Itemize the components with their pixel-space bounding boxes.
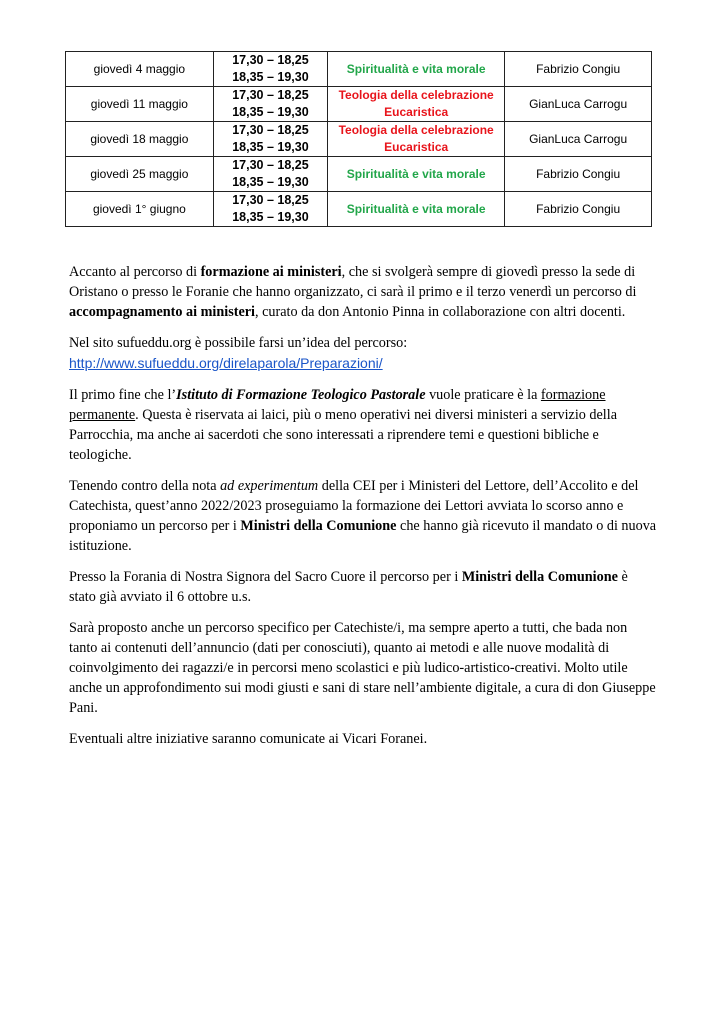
time-slot-2: 18,35 – 19,30 (232, 175, 309, 189)
text-run: , che si svolgerà sempre di giovedì presso la sede di Oristano o presso le Foranie che hanno organizzato, ci sarà il primo e il terzo venerdì un percorso di (69, 264, 637, 300)
subject-cell: Teologia della celebrazione Eucaristica (328, 87, 505, 122)
teacher-cell: GianLuca Carrogu (505, 122, 652, 157)
schedule-table (65, 51, 652, 227)
time-cell (213, 122, 327, 157)
table-row (66, 52, 652, 87)
time-cell (213, 157, 327, 192)
time-slot-1: 17,30 – 18,25 (232, 88, 309, 102)
website-link[interactable]: http://www.sufueddu.org/direlaparola/Preparazioni/ (69, 355, 383, 371)
time-cell (213, 87, 327, 122)
text-run: . Questa è riservata ai laici, più o meno operativi nei diversi ministeri a servizio della Parrocchia, ma anche ai sacerdoti che sono interessati a riprendere temi e questioni bibliche e teologiche. (69, 407, 617, 463)
paragraph-website (69, 333, 657, 374)
bold-text: Ministri della Comunione (461, 569, 618, 585)
paragraph-catechists: Sarà proposto anche un percorso specifico per Catechiste/i, ma sempre aperto a tutti, che bada non tanto ai contenuti dell’annuncio (dati per conosciuti), quanto ai metodi e alle nuove modalità di coinvolgimento dei ragazzi/e in percorsi meno scolastici e più ludico-artistico-creativi. Molto utile anche un approfondimento sui modi giusti e sani di stare nell’ambiente digitale, a cura di don Giuseppe Pani. (69, 620, 656, 716)
time-slot-2: 18,35 – 19,30 (232, 70, 309, 84)
time-slot-1: 17,30 – 18,25 (232, 193, 309, 207)
body-text (69, 262, 657, 760)
table-row (66, 192, 652, 227)
teacher-cell: Fabrizio Congiu (505, 157, 652, 192)
paragraph-cei-note (69, 476, 657, 556)
time-slot-2: 18,35 – 19,30 (232, 105, 309, 119)
time-slot-1: 17,30 – 18,25 (232, 123, 309, 137)
text-run: Il primo fine che l’ (69, 387, 177, 403)
paragraph-closing: Eventuali altre iniziative saranno comunicate ai Vicari Foranei. (69, 731, 428, 747)
date-cell: giovedì 1° giugno (66, 192, 214, 227)
time-cell (213, 52, 327, 87)
time-slot-2: 18,35 – 19,30 (232, 140, 309, 154)
text-run: Accanto al percorso di (69, 264, 201, 280)
underlined-text: formazione permanente (69, 387, 606, 423)
subject-cell: Spiritualità e vita morale (328, 192, 505, 227)
table-row (66, 122, 652, 157)
text-run: , curato da don Antonio Pinna in collaborazione con altri docenti. (255, 304, 626, 320)
bold-text: formazione ai ministeri (200, 264, 342, 280)
paragraph-institute (69, 385, 657, 465)
bold-text: accompagnamento ai ministeri (69, 304, 255, 320)
date-cell: giovedì 18 maggio (66, 122, 214, 157)
table-row (66, 157, 652, 192)
paragraph-ministries (69, 262, 657, 322)
italic-text: ad experimentum (220, 478, 319, 494)
institute-name: Istituto di Formazione Teologico Pastorale (176, 387, 426, 403)
text-run: della CEI per i Ministeri del Lettore, dell’Accolito e del Catechista, quest’anno 2022/2023 proseguiamo la formazione dei Lettori avviata lo scorso anno e proponiamo un percorso per i (69, 478, 639, 534)
date-cell: giovedì 4 maggio (66, 52, 214, 87)
teacher-cell: GianLuca Carrogu (505, 87, 652, 122)
time-slot-1: 17,30 – 18,25 (232, 158, 309, 172)
text-run: Presso la Forania di Nostra Signora del Sacro Cuore il percorso per i (69, 569, 462, 585)
table-row (66, 87, 652, 122)
date-cell: giovedì 11 maggio (66, 87, 214, 122)
paragraph-forania (69, 567, 657, 607)
text-run: vuole praticare è la (425, 387, 541, 403)
date-cell: giovedì 25 maggio (66, 157, 214, 192)
teacher-cell: Fabrizio Congiu (505, 192, 652, 227)
bold-text: Ministri della Comunione (240, 518, 397, 534)
time-slot-1: 17,30 – 18,25 (232, 53, 309, 67)
text-run: che hanno già ricevuto il mandato o di nuova istituzione. (69, 518, 657, 554)
text-run: Tenendo contro della nota (69, 478, 221, 494)
text-run: Nel sito sufueddu.org è possibile farsi un’idea del percorso: (69, 335, 408, 351)
teacher-cell: Fabrizio Congiu (505, 52, 652, 87)
subject-cell: Teologia della celebrazione Eucaristica (328, 122, 505, 157)
text-run: è stato già avviato il 6 ottobre u.s. (69, 569, 628, 605)
subject-cell: Spiritualità e vita morale (328, 157, 505, 192)
time-slot-2: 18,35 – 19,30 (232, 210, 309, 224)
subject-cell: Spiritualità e vita morale (328, 52, 505, 87)
time-cell (213, 192, 327, 227)
